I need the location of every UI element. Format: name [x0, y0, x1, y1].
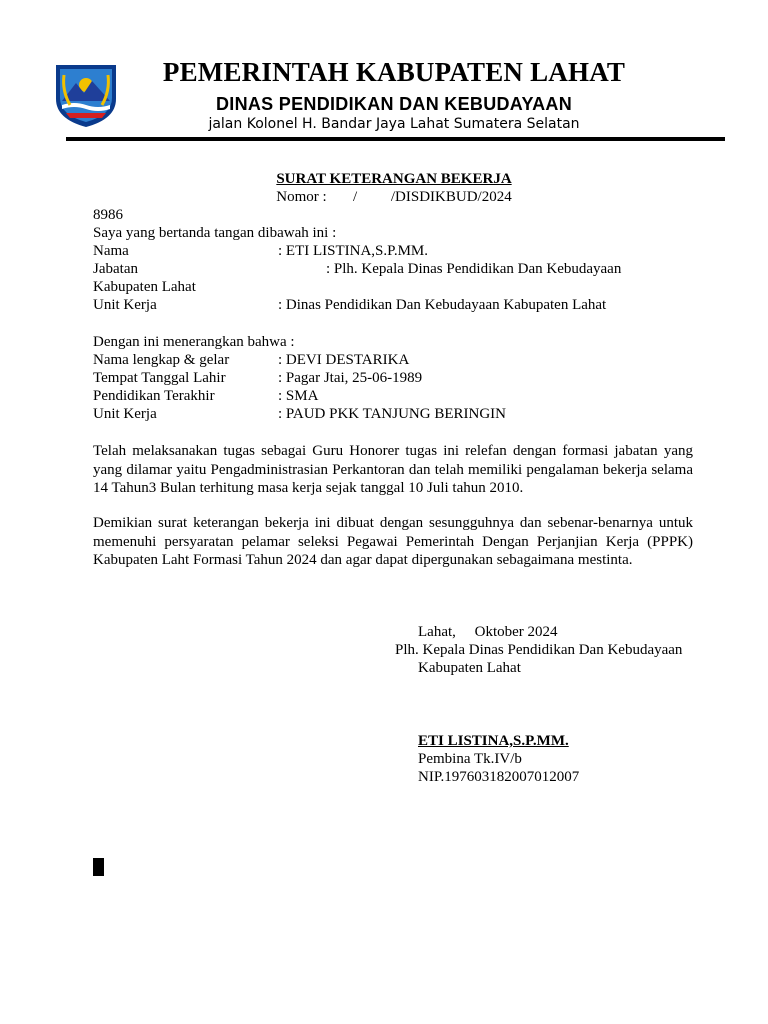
place-date: Lahat, Oktober 2024 — [418, 624, 558, 640]
subject-fullname-value: : DEVI DESTARIKA — [278, 352, 410, 368]
agency-name: DINAS PENDIDIKAN DAN KEBUDAYAAN — [215, 94, 572, 114]
document-number: Nomor : / /DISDIKBUD/2024 — [276, 189, 512, 205]
signatory-nip: NIP.197603182007012007 — [418, 769, 580, 785]
subject-unit-label: Unit Kerja — [93, 406, 157, 422]
subject-intro: Dengan ini menerangkan bahwa : — [93, 334, 295, 350]
signatory-position-label: Jabatan — [93, 261, 138, 277]
body-paragraph-experience: Telah melaksanakan tugas sebagai Guru Honorer tugas ini relefan dengan formasi jabatan yang yang dilamar yaitu Pengadministrasian Perkantoran dan telah memiliki pengalaman bekerja selama 14 Tahun3 Bulan terhitung masa kerja sejak tanggal 10 Juli tahun 2010. — [93, 443, 693, 496]
letterhead-divider — [66, 137, 725, 141]
signatory-rank: Pembina Tk.IV/b — [418, 751, 522, 767]
signatory-name-value: : ETI LISTINA,S.P.MM. — [278, 243, 429, 259]
subject-fullname-label: Nama lengkap & gelar — [93, 352, 230, 368]
government-name: PEMERINTAH KABUPATEN LAHAT — [162, 57, 626, 87]
signatory-office: Plh. Kepala Dinas Pendidikan Dan Kebudayaan — [395, 642, 683, 658]
signatory-name-label: Nama — [93, 243, 129, 259]
signatory-signed-name: ETI LISTINA,S.P.MM. — [418, 733, 569, 749]
subject-unit-value: : PAUD PKK TANJUNG BERINGIN — [278, 406, 506, 422]
subject-birth-label: Tempat Tanggal Lahir — [93, 370, 226, 386]
document-number-continuation: 8986 — [93, 207, 123, 223]
signatory-unit-value: : Dinas Pendidikan Dan Kebudayaan Kabupaten Lahat — [278, 297, 607, 313]
subject-education-label: Pendidikan Terakhir — [93, 388, 215, 404]
body-paragraph-closing: Demikian surat keterangan bekerja ini dibuat dengan sesungguhnya dan sebenar-benarnya untuk memenuhi persyaratan pelamar seleksi Pegawai Pemerintah Dengan Perjanjian Kerja (PPPK) Kabupaten Laht Formasi Tahun 2024 dan agar dapat dipergunakan sebagaimana mestinta. — [93, 515, 693, 568]
signatory-position-value: : Plh. Kepala Dinas Pendidikan Dan Kebudayaan — [326, 261, 622, 277]
subject-education-value: : SMA — [278, 388, 319, 404]
signatory-position-continuation: Kabupaten Lahat — [93, 279, 196, 295]
document-title: SURAT KETERANGAN BEKERJA — [276, 171, 512, 187]
signatory-office-continuation: Kabupaten Lahat — [418, 660, 521, 676]
agency-address: jalan Kolonel H. Bandar Jaya Lahat Sumatera Selatan — [208, 116, 580, 132]
signatory-unit-label: Unit Kerja — [93, 297, 157, 313]
signatory-intro: Saya yang bertanda tangan dibawah ini : — [93, 225, 337, 241]
subject-birth-value: : Pagar Jtai, 25-06-1989 — [278, 370, 423, 386]
text-cursor-block — [93, 858, 104, 876]
